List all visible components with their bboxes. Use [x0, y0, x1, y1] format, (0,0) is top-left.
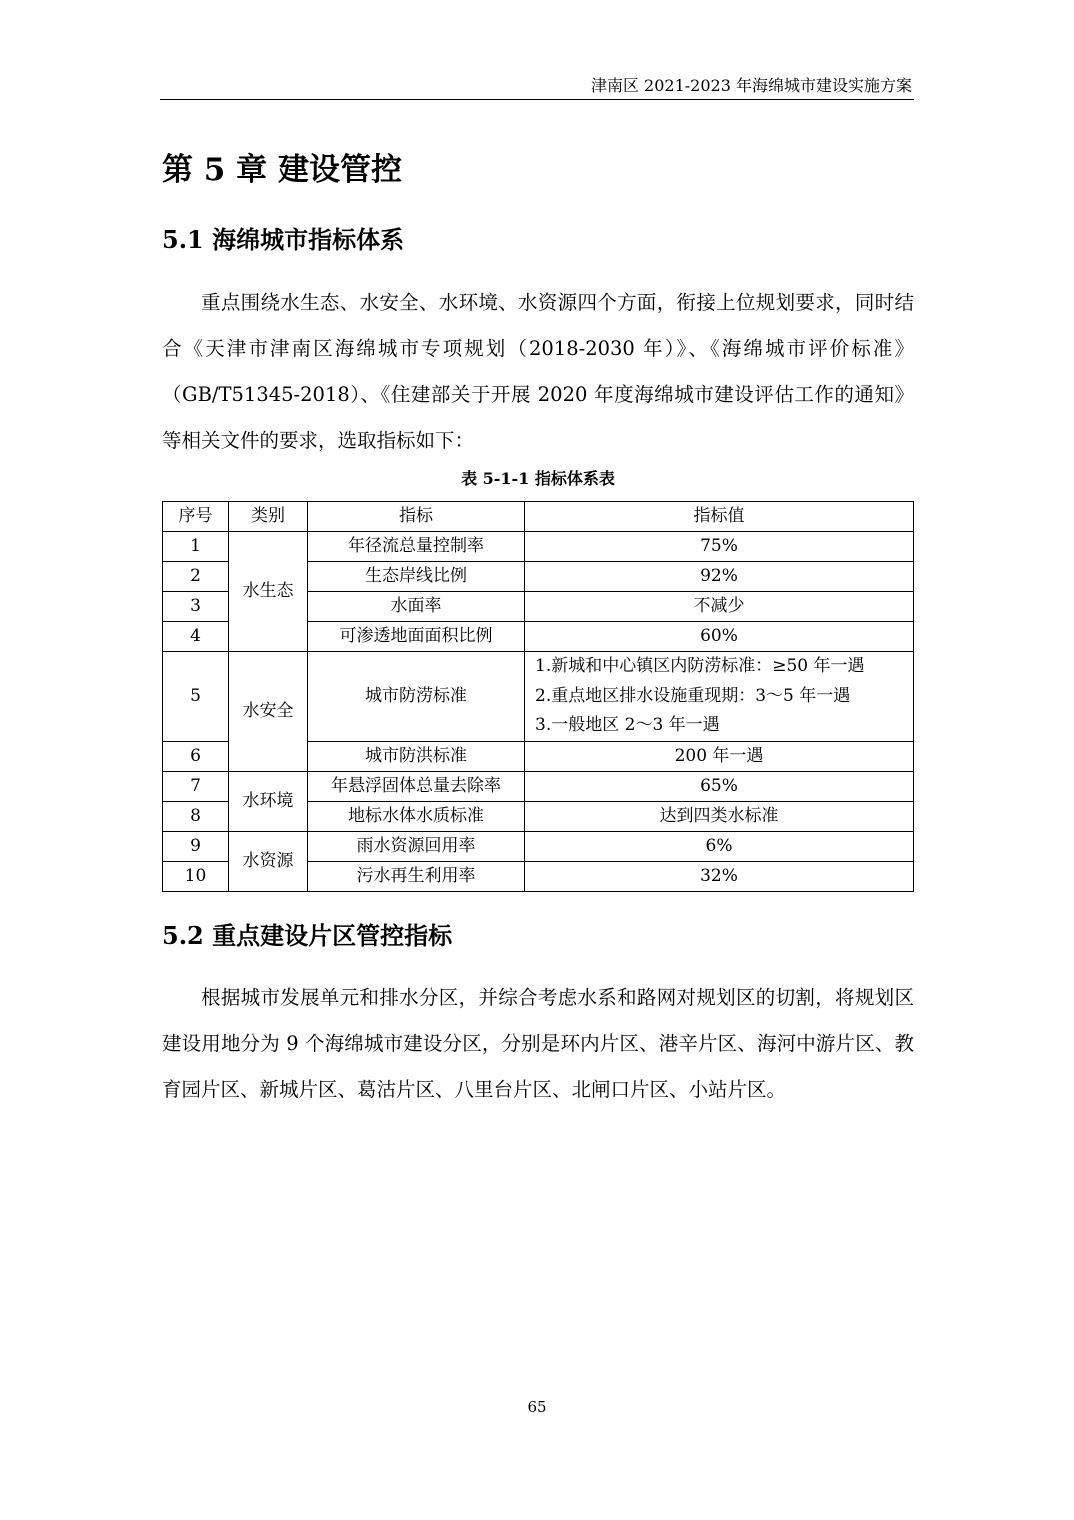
row-number: 6 — [163, 741, 229, 771]
table-row — [163, 652, 914, 742]
indicator-cell: 可渗透地面面积比例 — [308, 622, 525, 652]
indicator-cell: 雨水资源回用率 — [308, 831, 525, 861]
value-line: 3.一般地区 2～3 年一遇 — [535, 715, 720, 735]
running-header: 津南区 2021-2023 年海绵城市建设实施方案 — [590, 76, 912, 95]
value-line: 2.重点地区排水设施重现期：3～5 年一遇 — [535, 685, 851, 706]
indicator-cell: 城市防涝标准 — [308, 652, 525, 742]
value-cell: 6% — [525, 831, 914, 861]
table-caption: 表 5-1-1 指标体系表 — [461, 469, 615, 488]
row-number: 8 — [163, 801, 229, 831]
value-cell: 不减少 — [525, 592, 914, 622]
header-cell-value: 指标值 — [525, 502, 914, 532]
header-cell-indicator: 指标 — [308, 502, 525, 532]
header-rule — [160, 99, 914, 100]
row-number: 4 — [163, 622, 229, 652]
indicator-cell: 生态岸线比例 — [308, 562, 525, 592]
indicator-cell: 地标水体水质标准 — [308, 801, 525, 831]
header-cell-category: 类别 — [229, 502, 308, 532]
row-number: 10 — [163, 861, 229, 891]
category-cell: 水生态 — [229, 532, 308, 652]
value-cell: 32% — [525, 861, 914, 891]
table-row — [163, 771, 914, 801]
value-cell: 65% — [525, 771, 914, 801]
indicator-cell: 污水再生利用率 — [308, 861, 525, 891]
value-cell: 200 年一遇 — [525, 741, 914, 771]
indicator-cell: 城市防洪标准 — [308, 741, 525, 771]
section-5-1-paragraph: 重点围绕水生态、水安全、水环境、水资源四个方面，衔接上位规划要求，同时结合《天津市津南区海绵城市专项规划（2018-2030 年）》、《海绵城市评价标准》（GB/T51345-2018）、《住建部关于开展 2020 年度海绵城市建设评估工作的通知》等相关文件的要求，选取指标如下： — [162, 291, 914, 452]
value-cell-multiline — [525, 652, 914, 742]
row-number: 7 — [163, 771, 229, 801]
page-number: 65 — [527, 1398, 547, 1416]
value-line: 1.新城和中心镇区内防涝标准：≥50 年一遇 — [535, 656, 865, 676]
row-number: 9 — [163, 831, 229, 861]
value-cell: 达到四类水标准 — [525, 801, 914, 831]
section-5-1-title: 5.1 海绵城市指标体系 — [162, 225, 405, 254]
indicator-cell: 年悬浮固体总量去除率 — [308, 771, 525, 801]
value-cell: 60% — [525, 622, 914, 652]
section-5-2-paragraph: 根据城市发展单元和排水分区，并综合考虑水系和路网对规划区的切割，将规划区建设用地分为 9 个海绵城市建设分区，分别是环内片区、港辛片区、海河中游片区、教育园片区、新城片区、葛沽片区、八里台片区、北闸口片区、小站片区。 — [162, 986, 914, 1101]
header-cell-no: 序号 — [163, 502, 229, 532]
indicator-table — [162, 501, 914, 892]
table-row — [163, 831, 914, 861]
row-number: 3 — [163, 592, 229, 622]
indicator-cell: 年径流总量控制率 — [308, 532, 525, 562]
row-number: 5 — [163, 652, 229, 742]
row-number: 2 — [163, 562, 229, 592]
category-cell: 水安全 — [229, 652, 308, 772]
category-cell: 水资源 — [229, 831, 308, 891]
category-cell: 水环境 — [229, 771, 308, 831]
row-number: 1 — [163, 532, 229, 562]
table-header-row — [163, 502, 914, 532]
value-cell: 92% — [525, 562, 914, 592]
indicator-cell: 水面率 — [308, 592, 525, 622]
section-5-2-title: 5.2 重点建设片区管控指标 — [162, 921, 453, 950]
value-cell: 75% — [525, 532, 914, 562]
chapter-title: 第 5 章 建设管控 — [162, 152, 402, 188]
table-row — [163, 532, 914, 562]
